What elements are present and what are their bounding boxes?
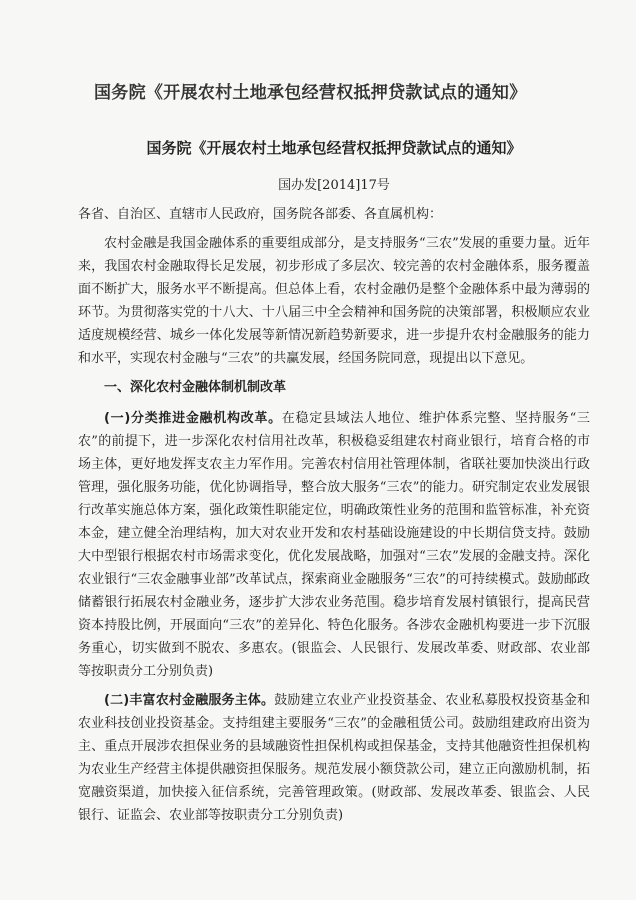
addressee: 各省、自治区、直辖市人民政府，国务院各部委、各直属机构： [78, 207, 443, 222]
document-title: 国务院《开展农村土地承包经营权抵押贷款试点的通知》 [146, 139, 522, 157]
item-2-lead: (二)丰富农村金融服务主体。 [104, 693, 275, 708]
item-1-text: 在稳定县域法人地位、维护体系完整、坚持服务“三农”的前提下，进一步深化农村信用社改革，积极稳妥组建农村商业银行，培育合格的市场主体，更好地发挥支农主力军作用。完善农村信用社管理体制，省联社要加快淡出行政管理，强化服务功能，优化协调指导，整合放大服务“三农”的能力。研究制定农业发展银行改革实施总体方案，强化政策性职能定位，明确政策性业务的范围和监管标准，补充资本金，建立健全治理结构，加大对农业开发和农村基础设施建设的中长期信贷支持。鼓励大中型银行根据农村市场需求变化，优化发展战略，加强对“三农”发展的金融支持。深化农业银行“三农金融事业部”改革试点，探索商业金融服务“三农”的可持续模式。鼓励邮政储蓄银行拓展农村金融业务，逐步扩大涉农业务范围。稳步培育发展村镇银行，提高民营资本持股比例，开展面向“三农”的差异化、特色化服务。各涉农金融机构要进一步下沉服务重心，切实做到不脱农、多惠农。(银监会、人民银行、发展改革委、财政部、农业部等按职责分工分别负责) [78, 411, 590, 679]
intro-paragraph: 农村金融是我国金融体系的重要组成部分，是支持服务“三农”发展的重要力量。近年来，我国农村金融取得长足发展，初步形成了多层次、较完善的农村金融体系，服务覆盖面不断扩大，服务水平不断提高。但总体上看，农村金融仍是整个金融体系中最为薄弱的环节。为贯彻落实党的十八大、十八届三中全会精神和国务院的决策部署，积极顺应农业适度规模经营、城乡一体化发展等新情况新趋势新要求，进一步提升农村金融服务的能力和水平，实现农村金融与“三农”的共赢发展，经国务院同意，现提出以下意见。 [78, 236, 590, 366]
item-2-paragraph [78, 689, 590, 827]
section-heading: 一、深化农村金融体制机制改革 [104, 380, 287, 395]
item-1-lead: (一)分类推进金融机构改革。 [104, 411, 282, 426]
item-1-paragraph [78, 407, 590, 683]
page-title: 国务院《开展农村土地承包经营权抵押贷款试点的通知》 [94, 83, 527, 103]
item-2-text: 鼓励建立农业产业投资基金、农业私募股权投资基金和农业科技创业投资基金。支持组建主要服务“三农”的金融租赁公司。鼓励组建政府出资为主、重点开展涉农担保业务的县域融资性担保机构或担保基金，支持其他融资性担保机构为农业生产经营主体提供融资担保服务。规范发展小额贷款公司，建立正向激励机制，拓宽融资渠道，加快接入征信系统，完善管理政策。(财政部、发展改革委、银监会、人民银行、证监会、农业部等按职责分工分别负责) [78, 693, 590, 823]
document-number: 国办发[2014]17号 [278, 178, 390, 193]
